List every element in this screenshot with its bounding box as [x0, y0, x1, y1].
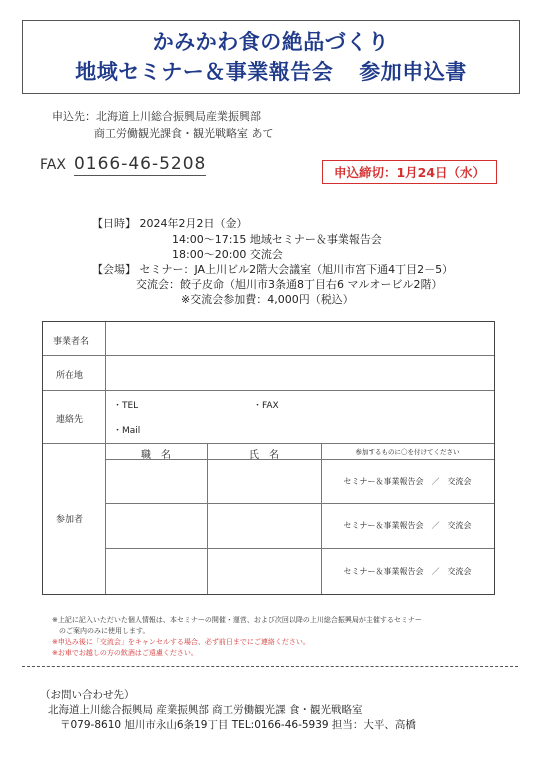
- notes: [52, 615, 422, 659]
- contact-line2: 〒079-8610 旭川市永山6条19丁目 TEL:0166-46-5939 担当：大平、高橋: [60, 719, 416, 731]
- label-business-name: 事業者名: [53, 337, 90, 347]
- col-attend: 参加するものに〇を付けてください: [355, 448, 460, 456]
- participant-2-position[interactable]: [106, 504, 207, 548]
- event-venue-exchange: 交流会：餃子皮命（旭川市3条通8丁目右6 マルオービル2階）: [136, 278, 443, 291]
- event-venue: 【会場】 セミナー：JA上川ビル2階大会議室（旭川市宮下通4丁目2－5）: [92, 263, 454, 276]
- row-divider: [43, 443, 494, 444]
- participant-2-name[interactable]: [208, 504, 321, 548]
- event-fee: ※交流会参加費：4,000円（税込）: [181, 293, 354, 306]
- tel-label: ・TEL: [113, 401, 139, 411]
- location-field[interactable]: [106, 356, 494, 390]
- row-divider: [43, 390, 494, 391]
- mail-label: ・Mail: [113, 426, 141, 436]
- note-drinking: ※お車でお越しの方の飲酒はご遠慮ください。: [52, 649, 198, 657]
- participant-3-position[interactable]: [106, 549, 207, 594]
- note-privacy: ※上記に記入いただいた個人情報は、本セミナーの開催・運営、および次回以降の上川総合振興局が主催するセミナー: [52, 616, 422, 624]
- event-time-exchange: 18:00～20:00 交流会: [172, 248, 283, 261]
- fax-field[interactable]: [285, 392, 485, 412]
- fax-block: [40, 154, 206, 176]
- label-contact: 連絡先: [56, 415, 84, 425]
- cut-line: [22, 666, 518, 667]
- participant-3-name[interactable]: [208, 549, 321, 594]
- deadline-box: 申込締切：1月24日（水）: [322, 160, 497, 184]
- fax-field-label: ・FAX: [253, 401, 279, 411]
- contact-line1: 北海道上川総合振興局 産業振興部 商工労働観光課 食・観光戦略室: [48, 704, 363, 716]
- application-form: [42, 321, 495, 595]
- tel-field[interactable]: [143, 392, 248, 412]
- address-line2: 商工労働観光課食・観光戦略室 あて: [94, 127, 274, 140]
- participant-1-choice[interactable]: セミナー＆事業報告会 ／ 交流会: [343, 477, 472, 486]
- note-cancel: ※申込み後に「交流会」をキャンセルする場合、必ず前日までにご連絡ください。: [52, 638, 310, 646]
- participant-1-name[interactable]: [208, 460, 321, 503]
- participant-1-position[interactable]: [106, 460, 207, 503]
- fax-label: FAX: [40, 157, 66, 173]
- event-time-seminar: 14:00～17:15 地域セミナー＆事業報告会: [172, 233, 382, 246]
- label-location: 所在地: [56, 371, 84, 381]
- event-date: 【日時】 2024年2月2日（金）: [92, 217, 248, 230]
- participant-2-choice[interactable]: セミナー＆事業報告会 ／ 交流会: [343, 521, 472, 530]
- label-participant: 参加者: [56, 515, 84, 525]
- business-name-field[interactable]: [106, 323, 494, 355]
- title-form: 参加申込書: [359, 60, 467, 84]
- title-line2: [75, 57, 467, 87]
- contact-info: [40, 688, 416, 733]
- address-line1: 申込先：北海道上川総合振興局産業振興部: [52, 110, 261, 123]
- title-line1: かみかわ食の絶品づくり: [152, 30, 390, 54]
- recipient-address: [52, 108, 274, 142]
- mail-field[interactable]: [143, 417, 483, 439]
- col-position: 職 名: [141, 450, 171, 461]
- col-name: 氏 名: [249, 450, 279, 461]
- title-seminar: 地域セミナー＆事業報告会: [75, 60, 334, 84]
- contact-heading: （お問い合わせ先）: [40, 689, 135, 701]
- fax-number: 0166-46-5208: [73, 154, 207, 174]
- title-box: [22, 20, 520, 94]
- participant-3-choice[interactable]: セミナー＆事業報告会 ／ 交流会: [343, 567, 472, 576]
- note-privacy-cont: のご案内のみに使用します。: [52, 627, 150, 635]
